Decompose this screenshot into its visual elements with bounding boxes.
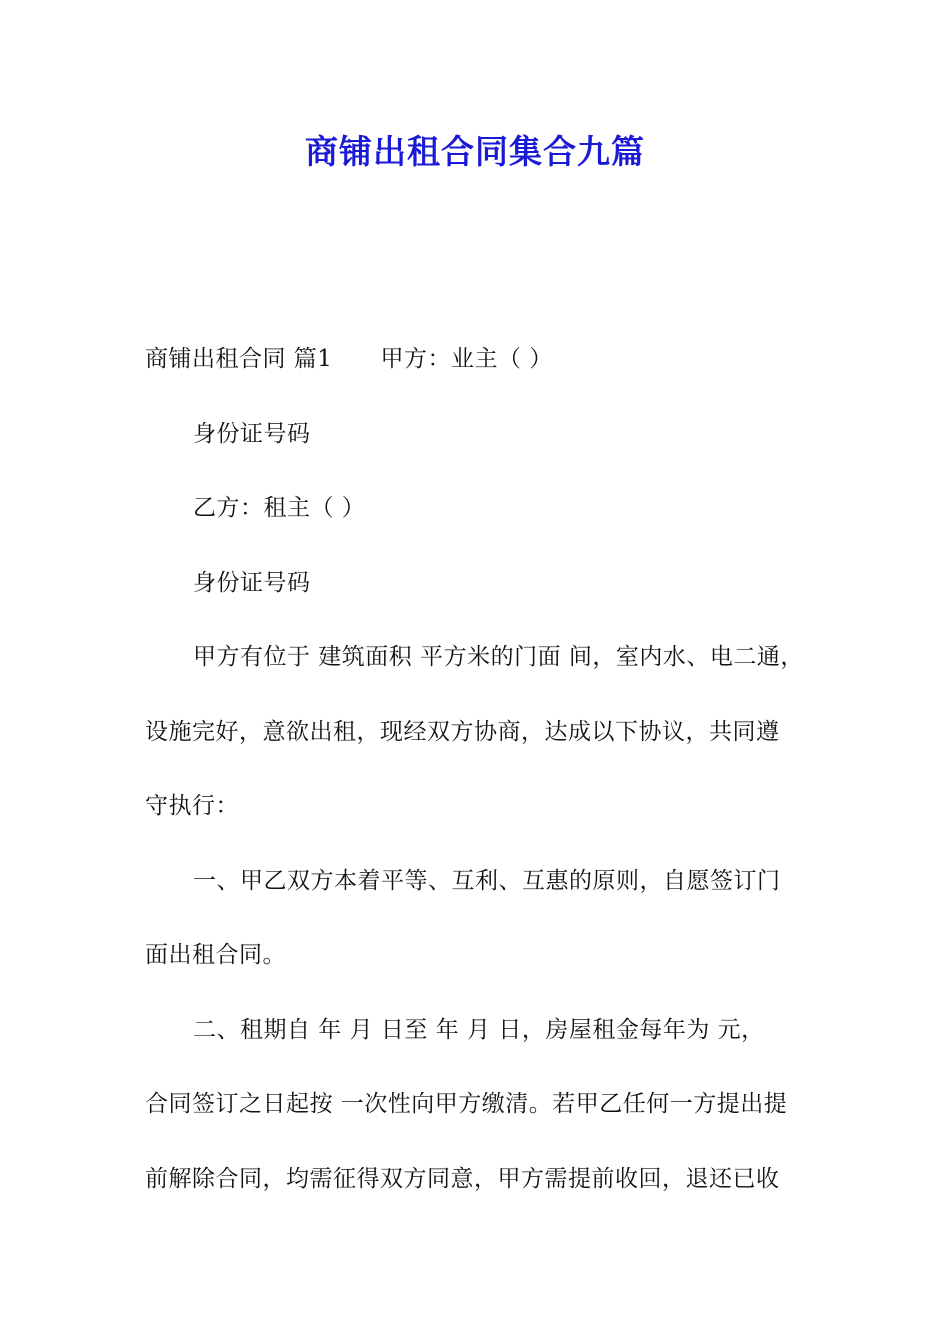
paragraph-line: 身份证号码 (193, 420, 311, 447)
paragraph-line: 设施完好，意欲出租，现经双方协商，达成以下协议，共同遵 (145, 718, 780, 745)
paragraph-line: 身份证号码 (193, 569, 311, 596)
paragraph-line: 一、甲乙双方本着平等、互利、互惠的原则，自愿签订门 (193, 867, 781, 894)
paragraph-line (145, 336, 825, 411)
paragraph-line: 甲方有位于 建筑面积 平方米的门面 间，室内水、电二通， (193, 644, 804, 670)
section-heading: 商铺出租合同 篇1 (145, 346, 333, 372)
document-title: 商铺出租合同集合九篇 (305, 132, 645, 171)
paragraph-line: 前解除合同，均需征得双方同意，甲方需提前收回，退还已收 (145, 1165, 780, 1192)
paragraph-line: 乙方：租主（ ） (193, 495, 366, 521)
paragraph-line: 面出租合同。 (145, 942, 286, 968)
paragraph-line: 守执行： (145, 793, 239, 819)
party-a-label: 甲方：业主（ ） (380, 346, 553, 372)
paragraph-line: 二、租期自 年 月 日至 年 月 日，房屋租金每年为 元， (193, 1016, 765, 1043)
paragraph-line: 合同签订之日起按 一次性向甲方缴清。若甲乙任何一方提出提 (145, 1091, 788, 1117)
document-body (145, 336, 825, 1230)
